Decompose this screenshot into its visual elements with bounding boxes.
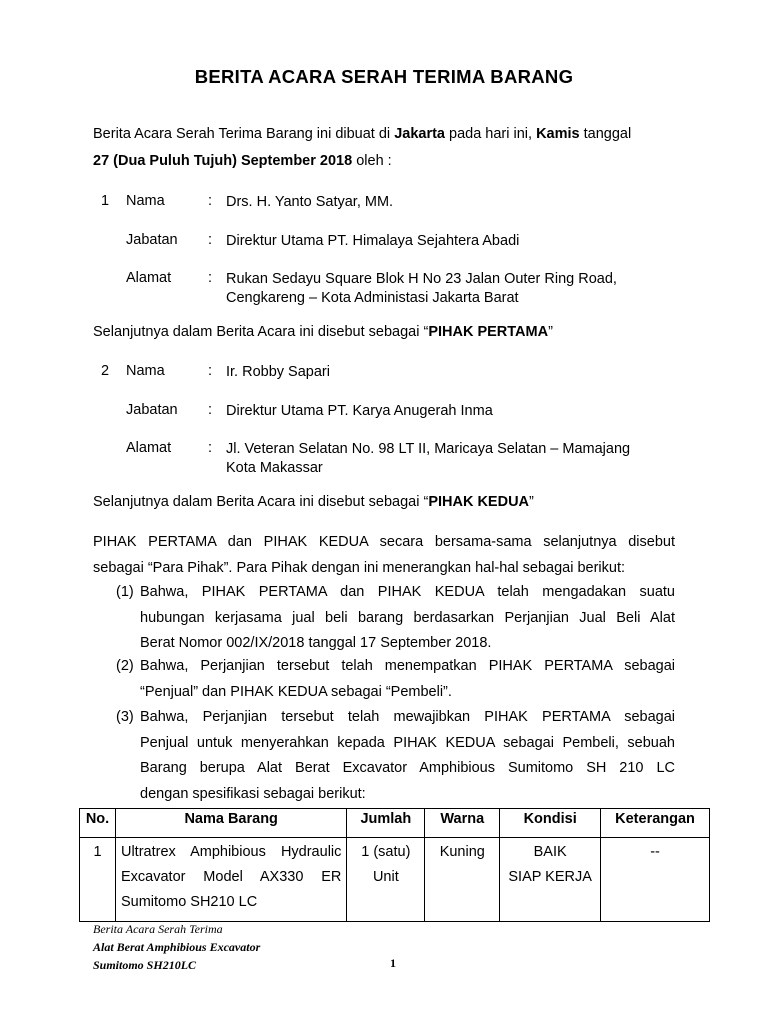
column-header-color: Warna bbox=[425, 809, 500, 838]
address-line: Cengkareng – Kota Administasi Jakarta Barat bbox=[226, 290, 519, 306]
goods-table bbox=[79, 808, 710, 922]
party-2-address-row bbox=[93, 440, 693, 476]
clause-line: Bahwa, Perjanjian tersebut telah menempatkan PIHAK PERTAMA sebagai bbox=[140, 658, 675, 674]
field-colon: : bbox=[208, 193, 213, 209]
clause-line: dengan spesifikasi sebagai berikut: bbox=[140, 785, 366, 802]
field-colon: : bbox=[208, 363, 213, 379]
field-label: Nama bbox=[126, 193, 165, 209]
designation-name: PIHAK KEDUA bbox=[428, 494, 530, 510]
cell-line: 1 (satu) bbox=[361, 844, 411, 860]
clause-line: Bahwa, PIHAK PERTAMA dan PIHAK KEDUA telah mengadakan suatu bbox=[140, 584, 675, 600]
footer-line: Alat Berat Amphibious Excavator bbox=[93, 940, 261, 954]
declaration-paragraph bbox=[93, 529, 675, 581]
clause-line: Penjual untuk menyerahkan kepada PIHAK KEDUA sebagai Pembeli, sebuah bbox=[140, 734, 675, 751]
field-colon: : bbox=[208, 270, 213, 286]
clause-line: Berat Nomor 002/IX/2018 tanggal 17 September 2018. bbox=[140, 635, 492, 651]
designation-text: ” bbox=[529, 494, 534, 510]
cell-condition bbox=[500, 838, 601, 922]
address-line: Jl. Veteran Selatan No. 98 LT II, Maricaya Selatan – Mamajang bbox=[226, 441, 631, 457]
cell-color: Kuning bbox=[425, 838, 500, 922]
clause-text bbox=[140, 654, 675, 705]
cell-notes: -- bbox=[601, 838, 710, 922]
column-header-item-name: Nama Barang bbox=[115, 809, 346, 838]
cell-line: SIAP KERJA bbox=[508, 869, 592, 885]
address-line: Kota Makassar bbox=[226, 460, 323, 476]
intro-text: Berita Acara Serah Terima Barang ini dibuat di bbox=[93, 126, 395, 142]
column-header-notes: Keterangan bbox=[601, 809, 710, 838]
intro-line-2 bbox=[93, 148, 675, 175]
party-2-name: Ir. Robby Sapari bbox=[226, 364, 330, 380]
footer-line: Berita Acara Serah Terima bbox=[93, 922, 223, 936]
party-1-address-row bbox=[93, 270, 693, 306]
table-header-row bbox=[80, 809, 710, 838]
designation-name: PIHAK PERTAMA bbox=[428, 324, 549, 340]
clause-number: (2) bbox=[116, 658, 134, 674]
field-label: Jabatan bbox=[126, 232, 178, 248]
party-2-address bbox=[226, 440, 666, 478]
declaration-line: sebagai “Para Pihak”. Para Pihak dengan ini menerangkan hal-hal sebagai berikut: bbox=[93, 560, 625, 576]
intro-line-1 bbox=[93, 121, 675, 148]
party-1-address bbox=[226, 270, 666, 308]
intro-text: oleh : bbox=[352, 153, 392, 169]
clause-line: Bahwa, Perjanjian tersebut telah mewajibkan PIHAK PERTAMA sebagai bbox=[140, 709, 675, 725]
clause-line: Barang berupa Alat Berat Excavator Amphibious Sumitomo SH 210 LC bbox=[140, 760, 675, 776]
party-1-name-row bbox=[93, 193, 693, 215]
intro-paragraph bbox=[93, 121, 675, 175]
clause-number: (3) bbox=[116, 709, 134, 725]
intro-text: pada hari ini, bbox=[444, 126, 537, 142]
cell-line: Sumitomo SH210 LC bbox=[120, 894, 258, 910]
party-2-position: Direktur Utama PT. Karya Anugerah Inma bbox=[226, 403, 493, 419]
cell-item-name bbox=[115, 838, 346, 922]
designation-text: ” bbox=[548, 324, 553, 340]
cell-line: Unit bbox=[372, 869, 399, 885]
intro-city: Jakarta bbox=[394, 126, 445, 142]
party-number: 2 bbox=[101, 363, 110, 379]
cell-line: BAIK bbox=[533, 844, 567, 860]
intro-date: 27 (Dua Puluh Tujuh) September 2018 bbox=[93, 153, 353, 169]
party-2-designation bbox=[93, 489, 675, 516]
intro-text: tanggal bbox=[579, 126, 632, 142]
clause-line: “Penjual” dan PIHAK KEDUA sebagai “Pembeli”. bbox=[140, 683, 452, 700]
document-title: BERITA ACARA SERAH TERIMA BARANG bbox=[194, 66, 574, 87]
field-colon: : bbox=[208, 440, 213, 456]
clause-line: hubungan kerjasama jual beli barang berdasarkan Perjanjian Jual Beli Alat bbox=[140, 609, 675, 626]
cell-line: Excavator Model AX330 ER bbox=[120, 869, 342, 885]
declaration-line: PIHAK PERTAMA dan PIHAK KEDUA secara bersama-sama selanjutnya disebut bbox=[93, 534, 675, 550]
party-2-position-row bbox=[93, 402, 693, 424]
party-1-name: Drs. H. Yanto Satyar, MM. bbox=[226, 194, 394, 210]
page-number: 1 bbox=[390, 956, 396, 970]
intro-day: Kamis bbox=[536, 126, 580, 142]
cell-no: 1 bbox=[80, 838, 116, 922]
clause-text bbox=[140, 705, 675, 807]
designation-text: Selanjutnya dalam Berita Acara ini disebut sebagai “ bbox=[93, 494, 429, 510]
field-colon: : bbox=[208, 232, 213, 248]
field-label: Alamat bbox=[126, 270, 172, 286]
party-2-name-row bbox=[93, 363, 693, 385]
address-line: Rukan Sedayu Square Blok H No 23 Jalan Outer Ring Road, bbox=[226, 271, 617, 287]
party-number: 1 bbox=[101, 193, 110, 209]
designation-text: Selanjutnya dalam Berita Acara ini disebut sebagai “ bbox=[93, 324, 429, 340]
footer-line: Sumitomo SH210LC bbox=[93, 958, 197, 972]
clause-text bbox=[140, 580, 675, 657]
party-1-position: Direktur Utama PT. Himalaya Sejahtera Abadi bbox=[226, 233, 520, 249]
table-row bbox=[80, 838, 710, 922]
field-label: Alamat bbox=[126, 440, 172, 456]
field-colon: : bbox=[208, 402, 213, 418]
party-1-designation bbox=[93, 319, 675, 346]
column-header-quantity: Jumlah bbox=[347, 809, 425, 838]
column-header-no: No. bbox=[80, 809, 116, 838]
field-label: Jabatan bbox=[126, 402, 178, 418]
party-1-position-row bbox=[93, 232, 693, 254]
field-label: Nama bbox=[126, 363, 165, 379]
column-header-condition: Kondisi bbox=[500, 809, 601, 838]
clause-number: (1) bbox=[116, 584, 134, 600]
cell-line: Ultratrex Amphibious Hydraulic bbox=[120, 844, 342, 860]
cell-quantity bbox=[347, 838, 425, 922]
